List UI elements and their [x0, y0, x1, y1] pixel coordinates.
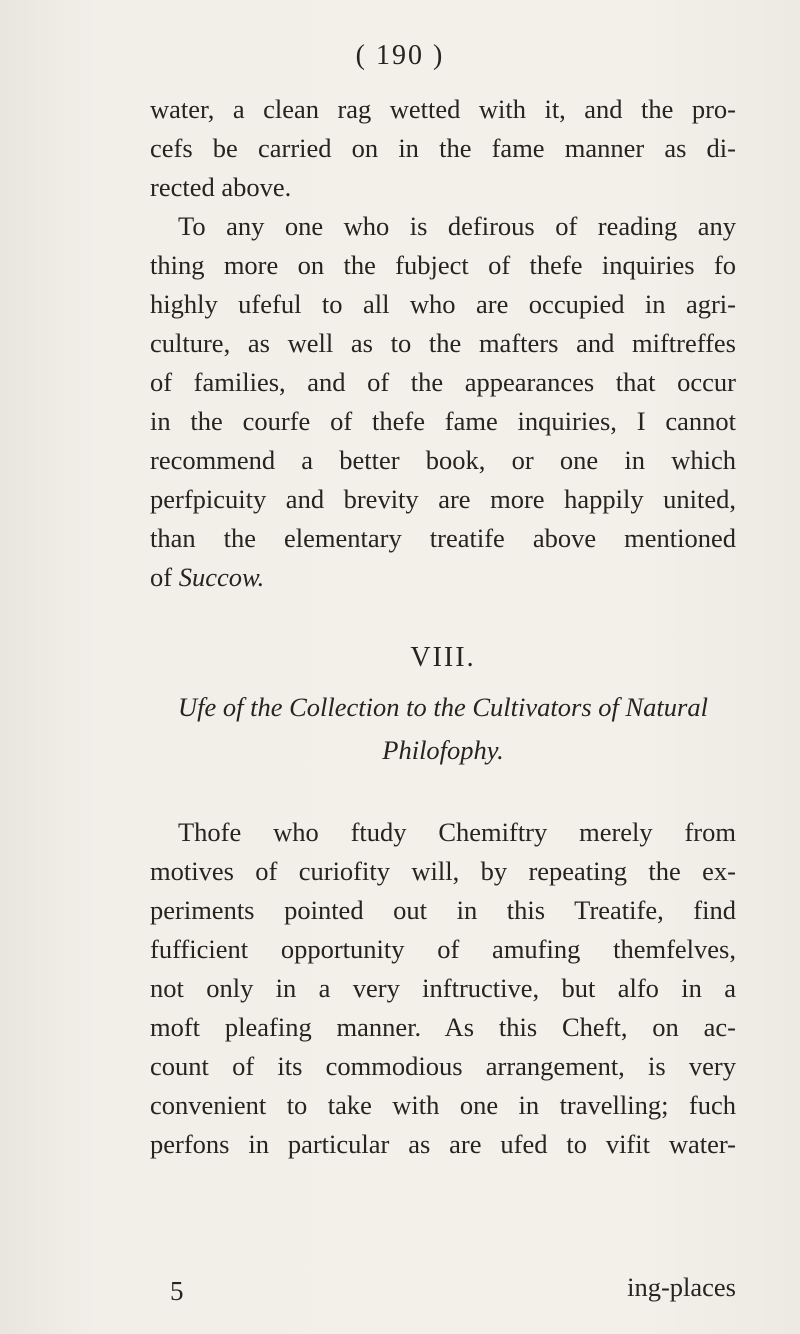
text-fragment: of — [150, 562, 179, 592]
text-line: water, a clean rag wetted with it, and the pro- — [150, 94, 736, 124]
text-line: not only in a very inftructive, but alfo in a — [150, 973, 736, 1003]
text-line: To any one who is defirous of reading any — [178, 211, 736, 241]
paragraph-1 — [150, 90, 736, 597]
text-line: fufficient opportunity of amufing themfelves, — [150, 934, 736, 964]
signature-mark: 5 — [170, 1276, 184, 1306]
heading-line: Philofophy. — [382, 735, 504, 765]
text-line — [150, 558, 736, 597]
page-number: ( 190 ) — [355, 40, 445, 71]
text-line: of families, and of the appearances that occur — [150, 367, 736, 397]
text-line: count of its commodious arrangement, is very — [150, 1051, 736, 1081]
heading-line: Ufe of the Collection to the Cultivators of Natural — [178, 692, 708, 722]
text-line: convenient to take with one in travelling; fuch — [150, 1090, 736, 1120]
paragraph-2 — [150, 813, 736, 1164]
text-line: in the courfe of thefe fame inquiries, I cannot — [150, 406, 736, 436]
text-line: highly ufeful to all who are occupied in agri- — [150, 289, 736, 319]
author-name: Succow. — [178, 562, 265, 592]
text-line: rected above. — [150, 172, 292, 202]
text-line: than the elementary treatife above mentioned — [150, 523, 736, 553]
section-number: VIII. — [410, 642, 476, 673]
catchword: ing-places — [627, 1272, 736, 1302]
text-line: Thofe who ftudy Chemiftry merely from — [178, 817, 736, 847]
text-line: cefs be carried on in the fame manner as di- — [150, 133, 736, 163]
text-line: thing more on the fubject of thefe inquiries fo — [150, 250, 736, 280]
text-line: motives of curiofity will, by repeating the ex- — [150, 856, 736, 886]
section-heading — [150, 686, 736, 772]
text-line: periments pointed out in this Treatife, find — [150, 895, 736, 925]
text-line: perfpicuity and brevity are more happily united, — [150, 484, 736, 514]
text-line: recommend a better book, or one in which — [150, 445, 736, 475]
text-line: culture, as well as to the mafters and miftreffes — [150, 328, 736, 358]
text-line: moft pleafing manner. As this Cheft, on ac- — [150, 1012, 736, 1042]
text-line: perfons in particular as are ufed to vifit water- — [150, 1129, 736, 1159]
